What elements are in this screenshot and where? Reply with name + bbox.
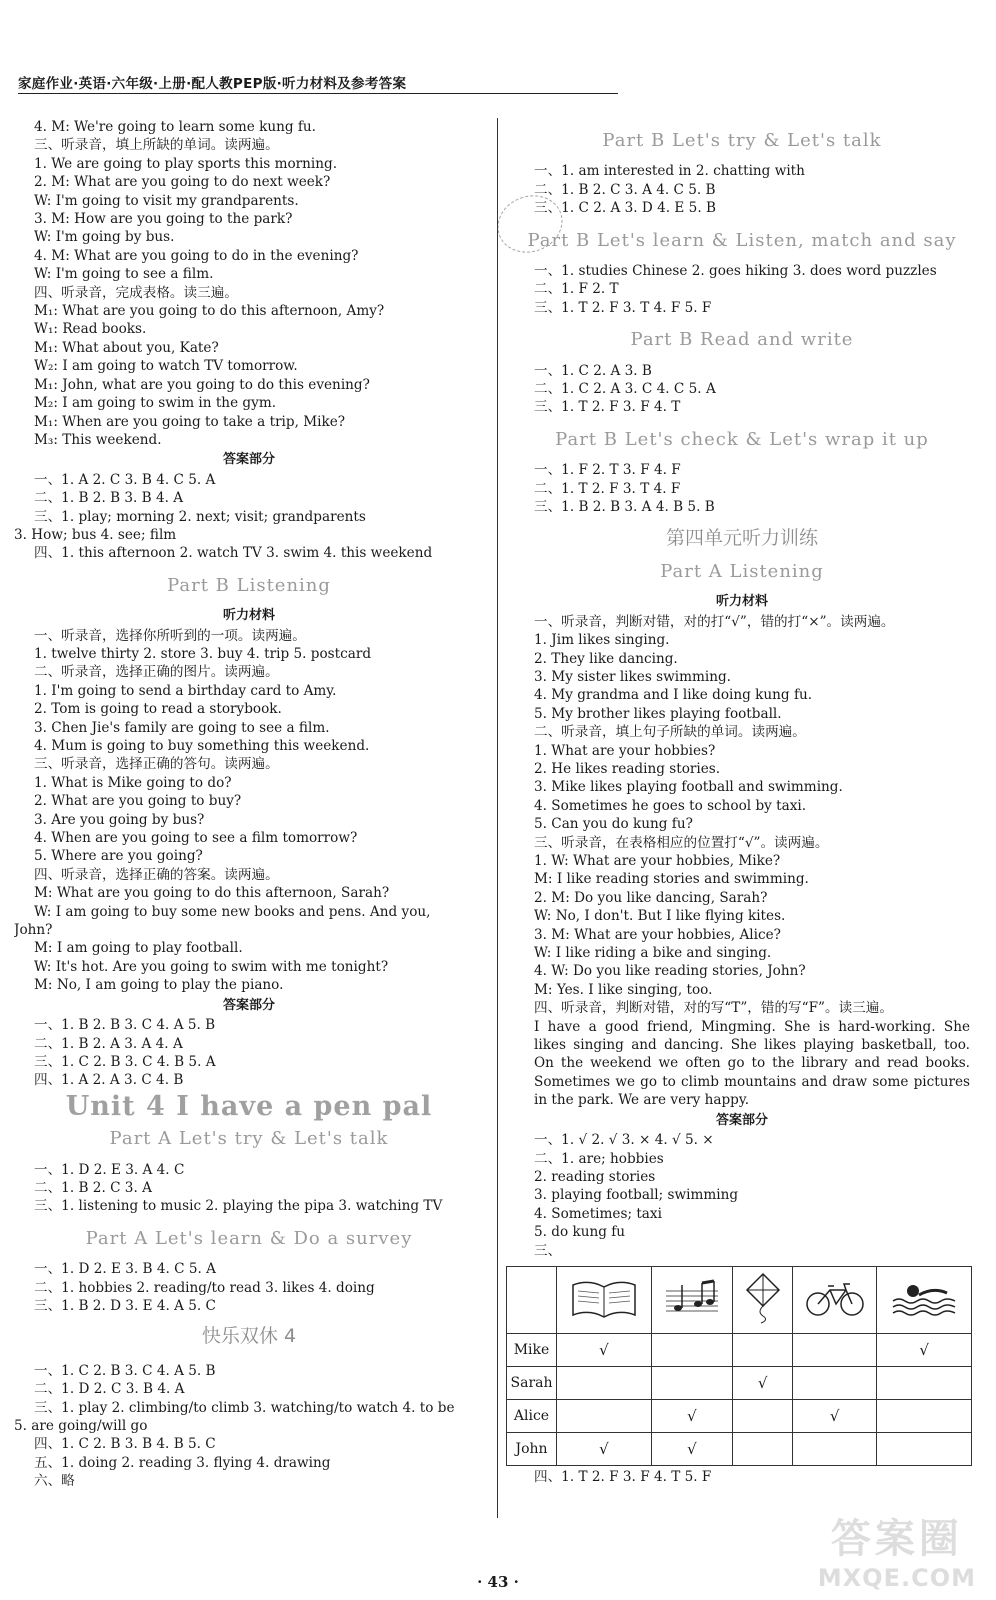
text-line: 二、1. C 2. A 3. C 4. C 5. A xyxy=(534,381,716,398)
table-cell xyxy=(733,1432,793,1465)
text-line: W: It's hot. Are you going to swim with me tonight? xyxy=(34,958,389,975)
text-line: 1. We are going to play sports this morning. xyxy=(34,155,338,172)
text-line: 5. are going/will go xyxy=(14,1418,148,1434)
text-line: 二、1. B 2. C 3. A xyxy=(34,1179,152,1196)
table-header-cell xyxy=(557,1266,652,1333)
table-cell xyxy=(651,1333,732,1366)
table-cell: √ xyxy=(877,1333,972,1366)
section-title: Part B Let's learn & Listen, match and say xyxy=(527,229,957,251)
right-column xyxy=(510,118,970,1486)
text-line: W: I like riding a bike and singing. xyxy=(534,945,772,962)
text-line: 三、1. B 2. B 3. A 4. B 5. B xyxy=(534,499,715,516)
text-line: M₁: What are you going to do this afternoon, Amy? xyxy=(34,303,385,320)
hobby-table-wrap xyxy=(510,1266,970,1466)
text-line: 三、听录音，选择正确的答句。读两遍。 xyxy=(34,756,279,773)
text-line: 3. playing football; swimming xyxy=(534,1187,739,1204)
text-line: 一、1. B 2. B 3. C 4. A 5. B xyxy=(34,1017,216,1034)
text-line: 4. Sometimes; taxi xyxy=(534,1205,662,1222)
text-line: W: I'm going by bus. xyxy=(34,229,175,246)
watermark-line1: 答案圈 xyxy=(830,1516,963,1562)
text-line: 三、1. play 2. climbing/to climb 3. watching/to watch 4. to be xyxy=(34,1399,455,1416)
text-line: 三、1. play; morning 2. next; visit; grandparents xyxy=(34,508,366,525)
text-line: 4. W: Do you like reading stories, John? xyxy=(534,963,806,980)
text-line: 三、1. C 2. A 3. D 4. E 5. B xyxy=(534,200,716,217)
text-line: 三、听录音，在表格相应的位置打“√”。读两遍。 xyxy=(534,834,829,851)
table-cell: √ xyxy=(733,1366,793,1399)
text-line: 三、1. C 2. B 3. C 4. B 5. A xyxy=(34,1053,216,1070)
text-line: W: No, I don't. But I like flying kites. xyxy=(534,908,786,925)
table-row-name: Sarah xyxy=(507,1366,557,1399)
text-line: 4. M: What are you going to do in the evening? xyxy=(34,247,359,264)
header-rule xyxy=(18,93,618,94)
text-line: 4. Sometimes he goes to school by taxi. xyxy=(534,797,807,814)
table-cell: √ xyxy=(651,1399,732,1432)
unit-title: Unit 4 I have a pen pal xyxy=(65,1090,433,1122)
section-title: Part A Let's learn & Do a survey xyxy=(85,1227,413,1249)
book-icon xyxy=(569,1277,639,1323)
text-line: 一、听录音，判断对错，对的打“√”，错的打“×”。读两遍。 xyxy=(534,613,895,630)
text-line: 3. M: How are you going to the park? xyxy=(34,211,293,228)
text-line: 5. Can you do kung fu? xyxy=(534,816,693,833)
chinese-title: 第四单元听力训练 xyxy=(665,526,818,549)
text-line: 一、1. C 2. A 3. B xyxy=(534,362,652,379)
paragraph: I have a good friend, Mingming. She is hard-working. She likes singing and dancing. She likes playing basketball, too. On the weekend we often go to the library and read books. Sometimes we go to climb mountains and draw some pictures in the park. We are very happy. xyxy=(534,1018,970,1109)
text-line: 四、1. T 2. F 3. F 4. T 5. F xyxy=(534,1468,712,1485)
text-line: 1. I'm going to send a birthday card to Amy. xyxy=(34,682,337,699)
text-line: 二、听录音，选择正确的图片。读两遍。 xyxy=(34,664,279,681)
text-line: M₁: John, what are you going to do this evening? xyxy=(34,376,370,393)
text-line: 一、1. √ 2. √ 3. × 4. √ 5. × xyxy=(534,1132,714,1149)
text-line: 1. What are your hobbies? xyxy=(534,742,716,759)
text-line: 3. How; bus 4. see; film xyxy=(14,526,177,543)
hobby-table xyxy=(506,1266,972,1466)
text-line: 三、1. T 2. F 3. F 4. T xyxy=(534,399,681,416)
text-line: 2. They like dancing. xyxy=(534,650,678,667)
text-line: 二、1. D 2. C 3. B 4. A xyxy=(34,1381,185,1398)
text-line: M: What are you going to do this afternoon, Sarah? xyxy=(34,885,390,902)
text-line: 4. Mum is going to buy something this weekend. xyxy=(34,738,370,754)
table-cell xyxy=(557,1366,652,1399)
text-line: 4. M: We're going to learn some kung fu. xyxy=(34,119,316,135)
text-line: 二、1. hobbies 2. reading/to read 3. likes 4. doing xyxy=(34,1279,375,1296)
text-line: 三、听录音，填上所缺的单词。读两遍。 xyxy=(34,137,279,154)
section-title: Part B Let's check & Let's wrap it up xyxy=(555,428,929,450)
text-line: 一、1. F 2. T 3. F 4. F xyxy=(534,462,681,479)
table-cell xyxy=(793,1366,877,1399)
section-title: Part B Listening xyxy=(167,574,331,596)
text-line: M: Yes. I like singing, too. xyxy=(534,981,713,998)
text-line: 1. Jim likes singing. xyxy=(534,632,670,649)
table-cell: √ xyxy=(651,1432,732,1465)
text-line: 二、1. F 2. T xyxy=(534,281,619,298)
text-line: M₃: This weekend. xyxy=(34,431,162,448)
text-line: John? xyxy=(14,922,53,939)
answer-heading: 听力材料 xyxy=(222,608,275,624)
text-line: 3. M: What are your hobbies, Alice? xyxy=(534,926,781,943)
music-notes-icon xyxy=(662,1277,722,1323)
text-line: 二、听录音，填上句子所缺的单词。读两遍。 xyxy=(534,724,806,741)
text-line: 四、1. this afternoon 2. watch TV 3. swim 4. this weekend xyxy=(34,545,433,562)
table-cell xyxy=(651,1366,732,1399)
watermark xyxy=(818,1507,976,1592)
text-line: 3. My sister likes swimming. xyxy=(534,668,731,685)
bicycle-icon xyxy=(804,1278,866,1322)
text-line: 2. M: What are you going to do next week? xyxy=(34,174,331,191)
text-line: 一、1. D 2. E 3. B 4. C 5. A xyxy=(34,1261,216,1278)
text-line: 4. When are you going to see a film tomorrow? xyxy=(34,830,358,847)
table-cell xyxy=(557,1399,652,1432)
text-line: 二、1. B 2. C 3. A 4. C 5. B xyxy=(534,181,716,198)
table-row xyxy=(507,1432,972,1465)
table-cell xyxy=(877,1399,972,1432)
page-header: 家庭作业·英语·六年级·上册·配人教PEP版·听力材料及参考答案 xyxy=(18,76,407,92)
answer-heading: 答案部分 xyxy=(222,452,275,468)
text-line: 4. My grandma and I like doing kung fu. xyxy=(534,687,813,704)
text-line: 2. What are you going to buy? xyxy=(34,793,242,810)
table-header-cell xyxy=(733,1266,793,1333)
kite-icon xyxy=(741,1272,785,1328)
text-line: 一、听录音，选择你所听到的一项。读两遍。 xyxy=(34,627,306,644)
text-line: M₂: I am going to swim in the gym. xyxy=(34,395,277,412)
table-cell: √ xyxy=(557,1333,652,1366)
text-line: 三、 xyxy=(534,1242,562,1259)
text-line: 二、1. are; hobbies xyxy=(534,1150,664,1167)
section-title: Part B Let's try & Let's talk xyxy=(602,130,882,151)
text-line: W: I'm going to visit my grandparents. xyxy=(34,192,299,209)
section-title: Part B Read and write xyxy=(630,329,854,351)
text-line: 2. reading stories xyxy=(534,1168,656,1185)
column-divider xyxy=(497,118,498,1518)
section-title: Part A Listening xyxy=(660,560,824,582)
text-line: 四、听录音，完成表格。读三遍。 xyxy=(34,284,238,301)
text-line: M: I like reading stories and swimming. xyxy=(534,871,809,888)
text-line: 5. My brother likes playing football. xyxy=(534,705,782,722)
table-row xyxy=(507,1366,972,1399)
text-line: 3. Are you going by bus? xyxy=(34,811,205,828)
table-cell: √ xyxy=(793,1399,877,1432)
watermark-line2: MXQE.COM xyxy=(817,1564,976,1592)
section-title: Part A Let's try & Let's talk xyxy=(109,1128,389,1150)
table-cell xyxy=(877,1366,972,1399)
page-number: · 43 · xyxy=(477,1573,519,1591)
table-corner-cell xyxy=(507,1266,557,1333)
table-header-cell xyxy=(651,1266,732,1333)
table-cell: √ xyxy=(557,1432,652,1465)
table-cell xyxy=(877,1432,972,1465)
text-line: W: I am going to buy some new books and pens. And you, xyxy=(34,903,431,920)
text-line: 一、1. A 2. C 3. B 4. C 5. A xyxy=(34,471,216,488)
text-line: 一、1. studies Chinese 2. goes hiking 3. does word puzzles xyxy=(534,263,937,280)
left-column xyxy=(14,118,484,1491)
text-line: M₁: What about you, Kate? xyxy=(34,339,219,356)
text-line: W₂: I am going to watch TV tomorrow. xyxy=(34,358,298,375)
text-line: 2. Tom is going to read a storybook. xyxy=(34,701,282,718)
chinese-title: 快乐双休 4 xyxy=(201,1325,297,1348)
text-line: 1. What is Mike going to do? xyxy=(34,774,232,791)
text-line: 一、1. C 2. B 3. C 4. A 5. B xyxy=(34,1362,216,1379)
text-line: 2. M: Do you like dancing, Sarah? xyxy=(534,889,768,906)
table-row xyxy=(507,1399,972,1432)
table-cell xyxy=(733,1333,793,1366)
table-cell xyxy=(733,1399,793,1432)
table-header-row xyxy=(507,1266,972,1333)
table-row-name: Alice xyxy=(507,1399,557,1432)
answer-heading: 听力材料 xyxy=(715,594,768,610)
text-line: 一、1. am interested in 2. chatting with xyxy=(534,163,805,180)
table-cell xyxy=(793,1333,877,1366)
text-line: 三、1. B 2. D 3. E 4. A 5. C xyxy=(34,1297,216,1314)
text-line: 五、1. doing 2. reading 3. flying 4. drawing xyxy=(34,1454,331,1471)
table-row-name: John xyxy=(507,1432,557,1465)
text-line: W₁: Read books. xyxy=(34,321,147,338)
text-line: 四、1. C 2. B 3. B 4. B 5. C xyxy=(34,1436,216,1453)
text-line: 3. Chen Jie's family are going to see a film. xyxy=(34,719,330,736)
answer-heading: 答案部分 xyxy=(715,1112,768,1128)
answer-heading: 答案部分 xyxy=(222,997,275,1013)
text-line: 四、听录音，选择正确的答案。读两遍。 xyxy=(34,866,279,883)
text-line: 1. twelve thirty 2. store 3. buy 4. trip 5. postcard xyxy=(34,645,372,662)
table-row-name: Mike xyxy=(507,1333,557,1366)
text-line: 三、1. listening to music 2. playing the pipa 3. watching TV xyxy=(34,1198,443,1215)
text-line: 三、1. T 2. F 3. T 4. F 5. F xyxy=(534,299,712,316)
text-line: 二、1. B 2. B 3. B 4. A xyxy=(34,490,184,507)
text-line: 1. W: What are your hobbies, Mike? xyxy=(534,853,781,869)
table-cell xyxy=(793,1432,877,1465)
text-line: M: I am going to play football. xyxy=(34,940,243,957)
table-row xyxy=(507,1333,972,1366)
text-line: 5. Where are you going? xyxy=(34,848,203,865)
text-line: 5. do kung fu xyxy=(534,1224,626,1241)
text-line: 六、略 xyxy=(34,1473,75,1490)
text-line: 二、1. B 2. A 3. A 4. A xyxy=(34,1035,183,1052)
text-line: 四、听录音，判断对错，对的写“T”，错的写“F”。读三遍。 xyxy=(534,1000,893,1017)
text-line: W: I'm going to see a film. xyxy=(34,266,214,283)
swimming-icon xyxy=(889,1277,959,1323)
text-line: 四、1. A 2. A 3. C 4. B xyxy=(34,1072,184,1089)
text-line: 3. Mike likes playing football and swimming. xyxy=(534,779,843,796)
text-line: 一、1. D 2. E 3. A 4. C xyxy=(34,1161,185,1178)
text-line: 二、1. T 2. F 3. T 4. F xyxy=(534,480,681,497)
table-header-cell xyxy=(793,1266,877,1333)
text-line: M₁: When are you going to take a trip, Mike? xyxy=(34,413,346,430)
text-line: M: No, I am going to play the piano. xyxy=(34,977,284,994)
table-header-cell xyxy=(877,1266,972,1333)
text-line: 2. He likes reading stories. xyxy=(534,760,721,777)
